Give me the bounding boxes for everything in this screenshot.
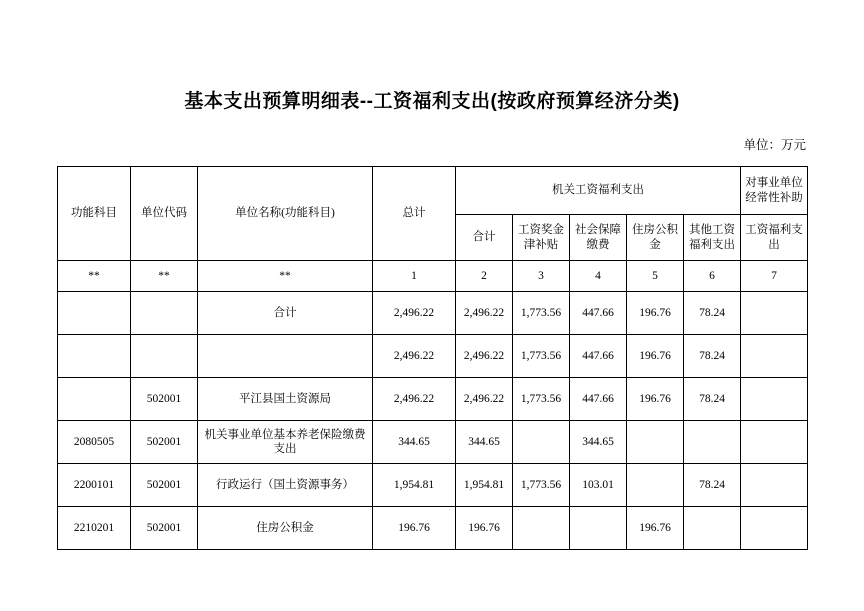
number-cell: ** [58, 261, 131, 292]
cell-subsidy [741, 421, 808, 464]
cell-function-code [58, 292, 131, 335]
table-row [58, 507, 808, 550]
cell-social: 103.01 [570, 464, 627, 507]
cell-agency-total: 2,496.22 [456, 292, 513, 335]
cell-total: 2,496.22 [373, 378, 456, 421]
cell-other: 78.24 [684, 464, 741, 507]
unit-note: 单位：万元 [743, 138, 806, 152]
cell-total: 1,954.81 [373, 464, 456, 507]
cell-function-code [58, 378, 131, 421]
table-row [58, 292, 808, 335]
header-sub-social: 社会保障缴费 [570, 215, 627, 261]
number-cell: 1 [373, 261, 456, 292]
cell-subsidy [741, 292, 808, 335]
cell-social [570, 507, 627, 550]
cell-social: 447.66 [570, 292, 627, 335]
number-cell: 6 [684, 261, 741, 292]
header-unit-name: 单位名称(功能科目) [198, 167, 373, 261]
cell-bonus: 1,773.56 [513, 378, 570, 421]
cell-unit-name: 合计 [198, 292, 373, 335]
cell-function-code: 2210201 [58, 507, 131, 550]
header-sub-housing: 住房公积金 [627, 215, 684, 261]
header-unit-code: 单位代码 [131, 167, 198, 261]
budget-table [57, 166, 808, 550]
cell-unit-code [131, 335, 198, 378]
cell-bonus: 1,773.56 [513, 292, 570, 335]
cell-total: 2,496.22 [373, 335, 456, 378]
table-number-row [58, 261, 808, 292]
table-row [58, 464, 808, 507]
header-sub-subsidy-salary: 工资福利支出 [741, 215, 808, 261]
cell-total: 196.76 [373, 507, 456, 550]
cell-unit-code: 502001 [131, 421, 198, 464]
cell-bonus: 1,773.56 [513, 335, 570, 378]
cell-subsidy [741, 464, 808, 507]
cell-total: 344.65 [373, 421, 456, 464]
cell-agency-total: 2,496.22 [456, 378, 513, 421]
cell-housing: 196.76 [627, 507, 684, 550]
cell-other: 78.24 [684, 378, 741, 421]
cell-unit-code: 502001 [131, 378, 198, 421]
number-cell: 4 [570, 261, 627, 292]
cell-function-code [58, 335, 131, 378]
cell-other [684, 507, 741, 550]
number-cell: ** [131, 261, 198, 292]
cell-unit-name: 平江县国土资源局 [198, 378, 373, 421]
cell-function-code: 2080505 [58, 421, 131, 464]
cell-bonus: 1,773.56 [513, 464, 570, 507]
cell-housing: 196.76 [627, 292, 684, 335]
header-group-agency: 机关工资福利支出 [456, 167, 741, 215]
cell-social: 344.65 [570, 421, 627, 464]
table-row [58, 335, 808, 378]
cell-other: 78.24 [684, 335, 741, 378]
budget-table-container [0, 153, 864, 550]
cell-function-code: 2200101 [58, 464, 131, 507]
number-cell: ** [198, 261, 373, 292]
cell-social: 447.66 [570, 335, 627, 378]
cell-agency-total: 1,954.81 [456, 464, 513, 507]
cell-subsidy [741, 335, 808, 378]
header-sub-other: 其他工资福利支出 [684, 215, 741, 261]
page-title: 基本支出预算明细表--工资福利支出(按政府预算经济分类) [184, 91, 680, 112]
table-row [58, 378, 808, 421]
cell-total: 2,496.22 [373, 292, 456, 335]
cell-agency-total: 344.65 [456, 421, 513, 464]
cell-agency-total: 196.76 [456, 507, 513, 550]
cell-subsidy [741, 378, 808, 421]
header-sub-total: 合计 [456, 215, 513, 261]
cell-unit-name [198, 335, 373, 378]
number-cell: 3 [513, 261, 570, 292]
cell-social: 447.66 [570, 378, 627, 421]
number-cell: 7 [741, 261, 808, 292]
cell-housing: 196.76 [627, 378, 684, 421]
header-group-subsidy: 对事业单位经常性补助 [741, 167, 808, 215]
header-total: 总计 [373, 167, 456, 261]
cell-other: 78.24 [684, 292, 741, 335]
cell-unit-name: 机关事业单位基本养老保险缴费支出 [198, 421, 373, 464]
table-row [58, 421, 808, 464]
cell-unit-name: 行政运行（国土资源事务） [198, 464, 373, 507]
cell-bonus [513, 421, 570, 464]
cell-other [684, 421, 741, 464]
header-sub-bonus: 工资奖金津补贴 [513, 215, 570, 261]
cell-unit-code: 502001 [131, 464, 198, 507]
cell-agency-total: 2,496.22 [456, 335, 513, 378]
cell-housing: 196.76 [627, 335, 684, 378]
header-function-code: 功能科目 [58, 167, 131, 261]
number-cell: 5 [627, 261, 684, 292]
number-cell: 2 [456, 261, 513, 292]
cell-unit-name: 住房公积金 [198, 507, 373, 550]
cell-unit-code [131, 292, 198, 335]
table-header-row-1 [58, 167, 808, 215]
cell-subsidy [741, 507, 808, 550]
cell-housing [627, 464, 684, 507]
cell-bonus [513, 507, 570, 550]
cell-unit-code: 502001 [131, 507, 198, 550]
cell-housing [627, 421, 684, 464]
